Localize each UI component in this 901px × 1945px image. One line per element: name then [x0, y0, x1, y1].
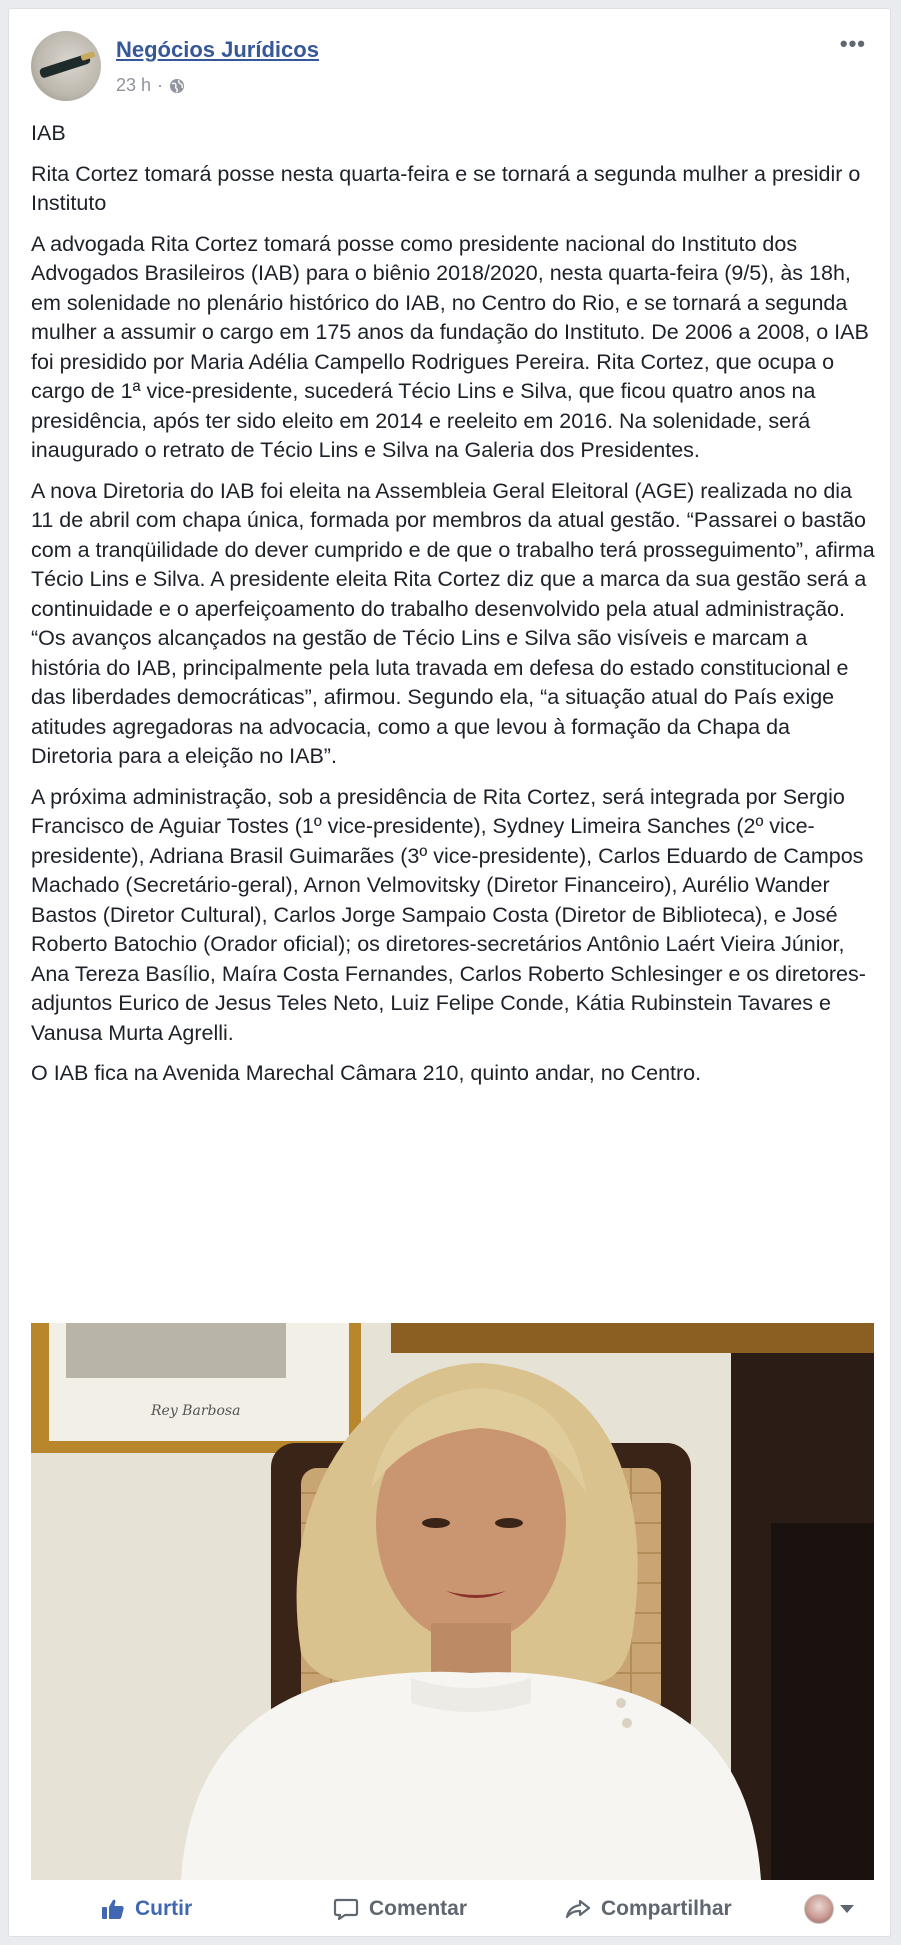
post-body: [31, 119, 876, 1100]
page-name-link[interactable]: Negócios Jurídicos: [116, 37, 319, 62]
post-paragraph-3: A nova Diretoria do IAB foi eleita na Assembleia Geral Eleitoral (AGE) realizada no dia 11 de abril com chapa única, formada por membros da atual gestão. “Passarei o bastão com a tranqüilidade do dever cumprido e de que o trabalho terá prosseguimento”, afirma Técio Lins e Silva. A presidente eleita Rita Cortez diz que a marca da sua gestão será a continuidade e o aperfeiçoamento do trabalho desenvolvido pela atual administração. “Os avanços alcançados na gestão de Técio Lins e Silva são visíveis e marcam a história do IAB, principalmente pela luta travada em defesa do estado constitucional e das liberdades democráticas”, afirmou. Segundo ela, “a situação atual do País exige atitudes agregadoras na advocacia, como a que levou à formação da Chapa da Diretoria para a eleição no IAB”.: [31, 478, 875, 768]
post-paragraph-0: IAB: [31, 121, 66, 145]
like-button[interactable]: [101, 1897, 192, 1921]
post-paragraph-1: Rita Cortez tomará posse nesta quarta-feira e se tornará a segunda mulher a presidir o Instituto: [31, 161, 861, 215]
reaction-selector[interactable]: [804, 1894, 854, 1924]
comment-icon: [333, 1897, 359, 1921]
post-header: [31, 31, 870, 95]
like-icon: [101, 1897, 125, 1921]
share-icon: [565, 1897, 591, 1921]
post-card: [8, 8, 891, 1937]
post-paragraph-5: O IAB fica na Avenida Marechal Câmara 210, quinto andar, no Centro.: [31, 1061, 702, 1085]
more-icon[interactable]: •••: [839, 31, 866, 56]
post-timestamp[interactable]: 23 h: [116, 75, 152, 95]
post-meta: [116, 75, 185, 96]
post-photo[interactable]: [31, 1323, 874, 1880]
comment-button[interactable]: [333, 1897, 467, 1921]
meta-separator: ·: [157, 75, 164, 95]
post-paragraph-2: A advogada Rita Cortez tomará posse como presidente nacional do Instituto dos Advogados Brasileiros (IAB) para o biênio 2018/2020, nesta quarta-feira (9/5), às 18h, em solenidade no plenário histórico do IAB, no Centro do Rio, e se tornará a segunda mulher a assumir o cargo em 175 anos da fundação do Instituto. De 2006 a 2008, o IAB foi presidido por Maria Adélia Campello Rodrigues Pereira. Rita Cortez, que ocupa o cargo de 1ª vice-presidente, sucederá Técio Lins e Silva, que ficou quatro anos na presidência, após ter sido eleito em 2014 e reeleito em 2016. Na solenidade, será inaugurado o retrato de Técio Lins e Silva na Galeria dos Presidentes.: [31, 231, 869, 462]
globe-icon: [169, 78, 185, 94]
comment-label: Comentar: [369, 1897, 468, 1920]
photo-signature: Rey Barbosa: [151, 1403, 241, 1419]
post-actions: [9, 1881, 890, 1937]
like-label: Curtir: [135, 1897, 193, 1920]
post-paragraph-4: A próxima administração, sob a presidência de Rita Cortez, será integrada por Sergio Francisco de Aguiar Tostes (1º vice-presidente), Sydney Limeira Sanches (2º vice-presidente), Adriana Brasil Guimarães (3º vice-presidente), Carlos Eduardo de Campos Machado (Secretário-geral), Arnon Velmovitsky (Diretor Financeiro), Aurélio Wander Bastos (Diretor Cultural), Carlos Jorge Sampaio Costa (Diretor de Biblioteca), e José Roberto Batochio (Orador oficial); os diretores-secretários Antônio Laért Vieira Júnior, Ana Tereza Basílio, Maíra Costa Fernandes, Carlos Roberto Schlesinger e os diretores-adjuntos Eurico de Jesus Teles Neto, Luiz Felipe Conde, Kátia Rubinstein Tavares e Vanusa Murta Agrelli.: [31, 784, 866, 1045]
page-avatar[interactable]: [31, 31, 101, 101]
share-button[interactable]: [565, 1897, 732, 1921]
user-avatar: [804, 1894, 834, 1924]
photo-illustration: [31, 1323, 874, 1880]
share-label: Compartilhar: [601, 1897, 732, 1920]
chevron-down-icon: [840, 1905, 854, 1913]
